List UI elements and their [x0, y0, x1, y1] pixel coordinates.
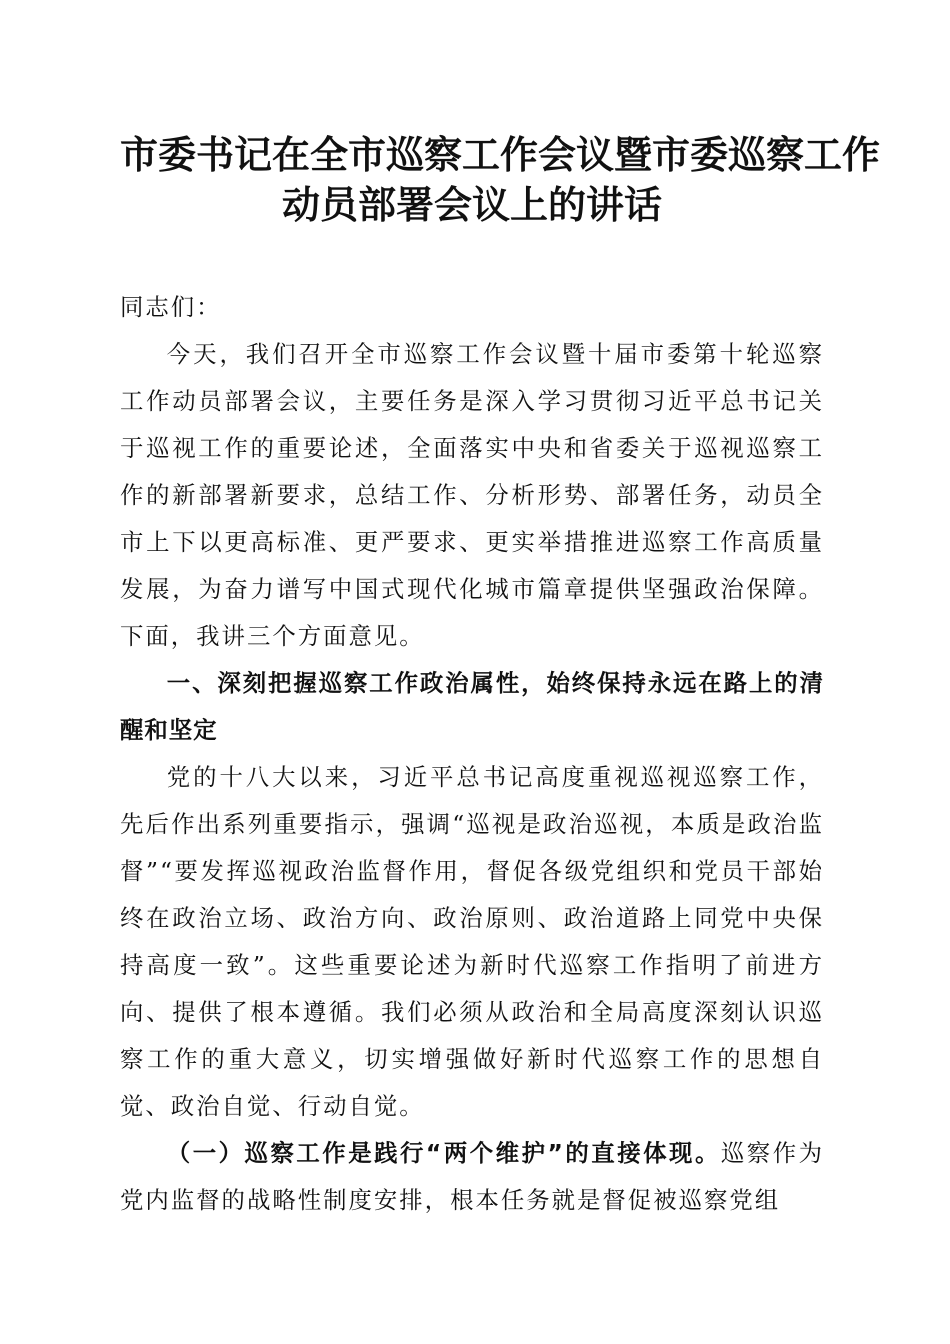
- title-line-1: 市委书记在全市巡察工作会议暨市委巡察工作: [120, 132, 881, 177]
- document-page: [120, 130, 881, 1224]
- intro-paragraph: 今天，我们召开全市巡察工作会议暨十届市委第十轮巡察工作动员部署会议，主要任务是深入学习贯彻习近平总书记关于巡视工作的重要论述，全面落实中央和省委关于巡视巡察工作的新部署新要求，总结工作、分析形势、部署任务，动员全市上下以更高标准、更严要求、更实举措推进巡察工作高质量发展，为奋力谱写中国式现代化城市篇章提供坚强政治保障。下面，我讲三个方面意见。: [120, 340, 824, 650]
- subsection-1-text: 巡察作为党内监督的战略性制度安排，根本任务就是督促被巡察党组: [120, 1139, 825, 1214]
- document-title: [120, 130, 881, 230]
- subsection-1-paragraph: [120, 1130, 824, 1224]
- title-line-2: 动员部署会议上的讲话: [281, 182, 662, 227]
- salutation: 同志们：: [120, 293, 222, 321]
- subsection-1-heading: （一）巡察工作是践行“两个维护”的直接体现。: [166, 1139, 721, 1167]
- document-body: [120, 284, 824, 1224]
- section-1-paragraph: 党的十八大以来，习近平总书记高度重视巡视巡察工作，先后作出系列重要指示，强调“巡视是政治巡视，本质是政治监督”“要发挥巡视政治监督作用，督促各级党组织和党员干部始终在政治立场、政治方向、政治原则、政治道路上同党中央保持高度一致”。这些重要论述为新时代巡察工作指明了前进方向、提供了根本遵循。我们必须从政治和全局高度深刻认识巡察工作的重大意义，切实增强做好新时代巡察工作的思想自觉、政治自觉、行动自觉。: [120, 763, 824, 1120]
- section-1-heading: 一、深刻把握巡察工作政治属性，始终保持永远在路上的清醒和坚定: [120, 669, 824, 744]
